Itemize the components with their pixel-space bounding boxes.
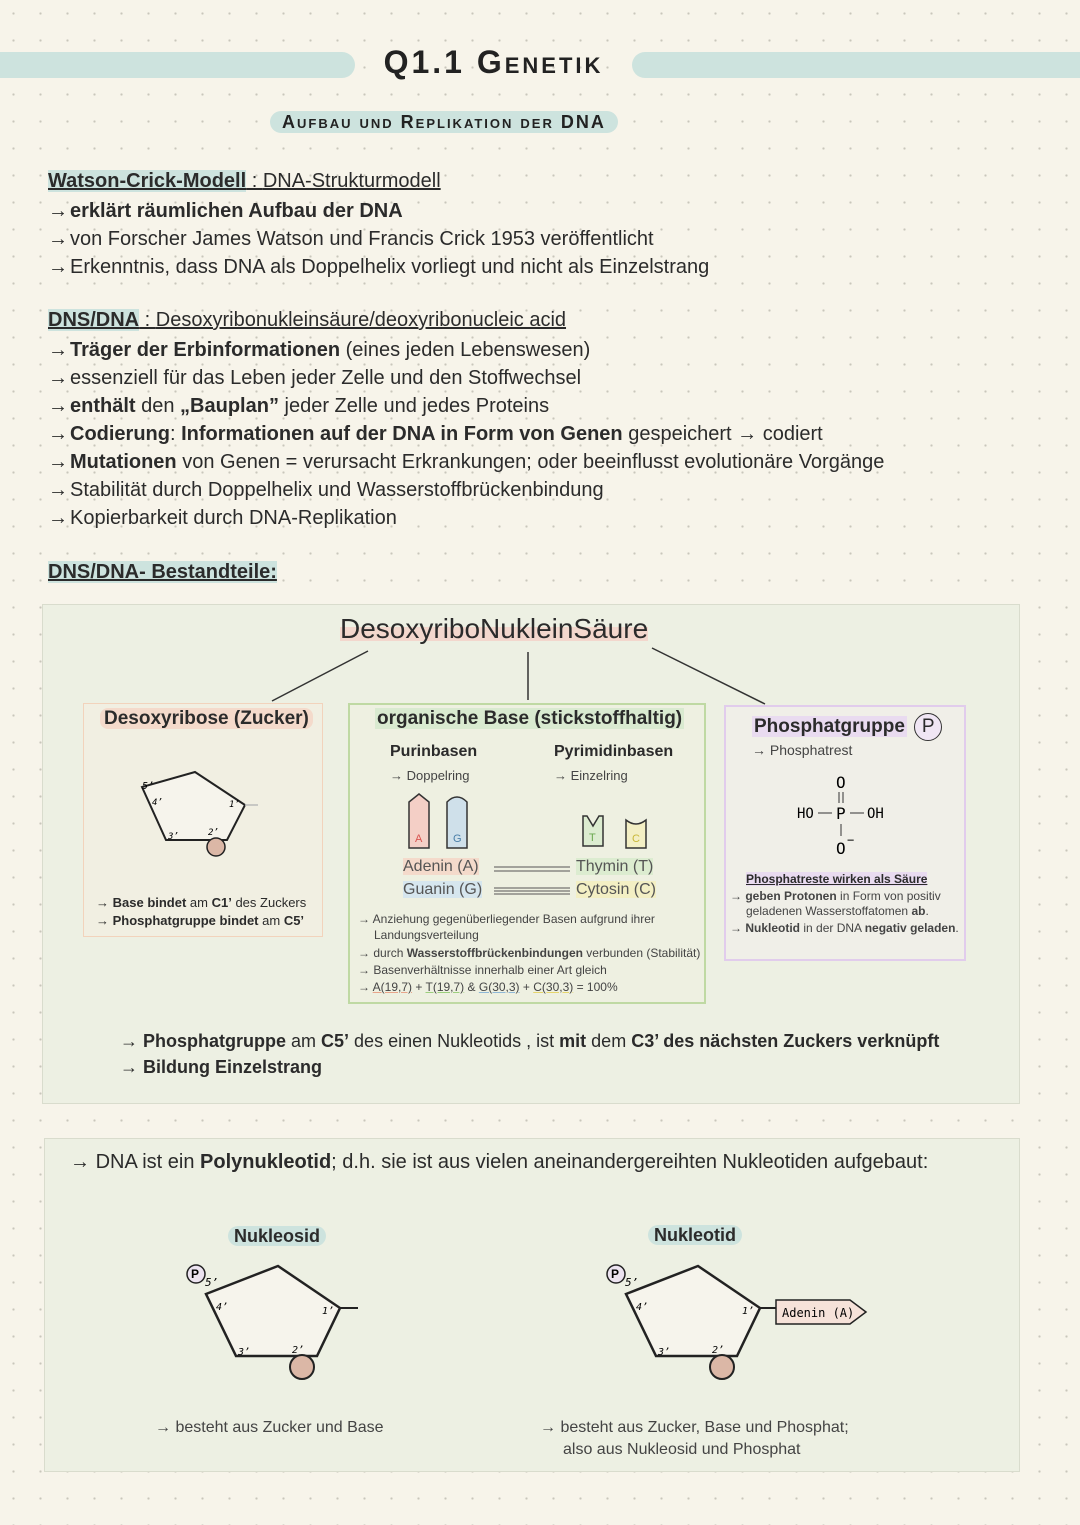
thymin-shape-icon <box>583 816 603 846</box>
poly-intro-r1: DNA ist ein <box>95 1151 201 1173</box>
base-note-3 <box>358 962 607 978</box>
dns-def: Desoxyribonukleinsäure/deoxyribonucleic acid <box>155 309 567 331</box>
label-c4: 4’ <box>152 798 163 808</box>
phosphate-title-text: Phosphatgruppe <box>754 716 905 737</box>
dns-l3-r1: den <box>135 395 181 417</box>
arrow-icon: → <box>358 980 370 994</box>
dns-l4-r1: : <box>170 423 182 445</box>
arrow-icon: → <box>730 921 742 935</box>
sugar-note2-r: am <box>258 913 284 928</box>
link-line-2 <box>120 1057 322 1078</box>
arrow-icon: → <box>48 367 68 389</box>
dns-l5-b: Mutationen <box>70 451 177 473</box>
watson-l3: Erkenntnis, dass DNA als Doppelhelix vorliegt und nicht als Einzelstrang <box>70 256 710 278</box>
nt-c1: 1’ <box>742 1306 755 1317</box>
arrow-icon: → <box>730 889 742 903</box>
oxygen-circle <box>207 838 225 856</box>
base-title-text: organische Base (stickstoffhaltig) <box>377 708 683 729</box>
phos-n1-b: geben Protonen <box>745 889 837 903</box>
formula-o-bottom: O <box>836 839 846 858</box>
sugar-note2-b: Phosphatgruppe bindet <box>112 913 259 928</box>
nukleotid-desc-2: also aus Nukleosid und Phosphat <box>563 1441 801 1458</box>
letter-a: A <box>415 833 423 845</box>
arrow-icon: → <box>48 479 68 501</box>
link2-text: Bildung Einzelstrang <box>143 1057 323 1077</box>
arrow-icon: → <box>96 913 109 928</box>
pyrimidin-heading: Pyrimidinbasen <box>554 743 674 760</box>
arrow-icon: → <box>390 768 403 783</box>
purin-sub <box>390 767 470 784</box>
nukleosid-label <box>228 1226 326 1247</box>
phosphate-note-1b: geladenen Wasserstoffatomen ab. <box>746 904 929 918</box>
cytosin-label <box>576 881 656 899</box>
nukleotid-desc1-text: besteht aus Zucker, Base und Phosphat; <box>560 1419 849 1436</box>
cytosin-label-text: Cytosin (C) <box>576 881 657 898</box>
line-to-sugar <box>272 651 368 701</box>
base-note1-text: Anziehung gegenüberliegender Basen aufgrund ihrer <box>372 912 655 926</box>
sugar-note-2 <box>96 912 304 929</box>
arrow-icon: → <box>48 228 68 250</box>
formula-o-top: O <box>836 773 846 792</box>
ns-c2: 2’ <box>292 1345 305 1356</box>
plus-sign: + <box>412 980 426 994</box>
sugar-note1-b2: C1’ <box>211 895 232 910</box>
phosphate-p-icon: P <box>914 713 942 741</box>
nukleosid-desc <box>155 1419 384 1437</box>
nt-c3: 3’ <box>658 1347 671 1358</box>
arrow-icon: → <box>155 1419 171 1436</box>
dns-l3-b2: „Bauplan” <box>180 395 279 417</box>
sugar-ring-icon <box>130 765 260 865</box>
nt-c5: 5’ <box>625 1276 639 1289</box>
guanin-label-text: Guanin (G) <box>403 881 483 898</box>
formula-p: P <box>836 804 846 823</box>
thymin-label-text: Thymin (T) <box>576 858 654 875</box>
ns-c4: 4’ <box>216 1302 229 1313</box>
phosphate-note-2 <box>730 920 959 936</box>
ratio-g: G(30,3) <box>478 980 520 994</box>
phosphate-sub-text: Phosphatrest <box>769 742 853 758</box>
nukleotid-oxygen <box>710 1355 734 1379</box>
arrow-icon: → <box>48 423 68 445</box>
guanin-label <box>403 881 482 899</box>
link-line-1 <box>120 1031 939 1052</box>
adenin-label <box>403 858 479 876</box>
dns-l7: Kopierbarkeit durch DNA-Replikation <box>70 507 397 529</box>
ratio-t: T(19,7) <box>425 980 465 994</box>
phos-n2-r: in der DNA <box>800 921 865 935</box>
bestandteile-heading-text: DNS/DNA- Bestandteile: <box>48 561 277 583</box>
letter-t: T <box>589 832 596 844</box>
dns-l4-b2: Informationen auf der DNA in Form von Genen <box>181 423 623 445</box>
poly-intro <box>70 1151 928 1174</box>
line-to-phosphate <box>652 648 765 704</box>
nukleotid-desc-1 <box>540 1419 849 1437</box>
ns-c5: 5’ <box>205 1276 219 1289</box>
arrow-icon: → <box>540 1419 556 1436</box>
phos-n2-b: Nukleotid <box>745 921 801 935</box>
ratio-c: C(30,3) <box>533 980 574 994</box>
dns-l4-b1: Codierung <box>70 423 170 445</box>
link1-b3: mit <box>559 1031 587 1051</box>
nukleosid-desc-text: besteht aus Zucker und Base <box>175 1419 384 1436</box>
page-title: Q1.1 Genetik <box>383 44 604 80</box>
arrow-icon: → <box>358 946 370 960</box>
pyrimidin-sub <box>554 767 628 784</box>
watson-l2: von Forscher James Watson und Francis Crick 1953 veröffentlicht <box>70 228 654 250</box>
phos-n1b: geladenen Wasserstoffatomen <box>746 904 912 918</box>
phosphate-formula <box>790 770 900 860</box>
nt-c2: 2’ <box>712 1345 725 1356</box>
link1-r3: dem <box>586 1031 632 1051</box>
base-title <box>375 708 684 730</box>
arrow-icon: → <box>70 1151 90 1173</box>
base-note-2 <box>358 945 700 961</box>
arrow-icon: → <box>554 768 567 783</box>
dns-l3-b1: enthält <box>70 395 136 417</box>
phosphate-title <box>752 713 942 741</box>
adenin-tag-text: Adenin (A) <box>782 1306 855 1320</box>
formula-oh: OH <box>867 806 884 822</box>
poly-intro-r2: ; d.h. sie ist aus vielen aneinandergereihten Nukleotiden aufgebaut: <box>331 1151 929 1173</box>
link1-r2: des einen Nukleotids , ist <box>349 1031 560 1051</box>
dns-l1-rest: (eines jeden Lebenswesen) <box>340 339 591 361</box>
dns-l3-r2: jeder Zelle und jedes Proteins <box>278 395 550 417</box>
base-shapes <box>400 790 660 852</box>
base-note-1 <box>358 911 655 927</box>
link1-r1: am <box>286 1031 322 1051</box>
watson-term: Watson-Crick-Modell <box>48 170 247 192</box>
acid-heading <box>746 871 927 887</box>
dns-l2: essenziell für das Leben jeder Zelle und den Stoffwechsel <box>70 367 582 389</box>
arrow-icon: → <box>48 339 68 361</box>
ns-c3: 3’ <box>238 1347 251 1358</box>
arrow-icon: → <box>48 507 68 529</box>
base-pair-bonds <box>492 864 572 896</box>
nukleotid-diagram <box>600 1256 875 1386</box>
adenin-label-text: Adenin (A) <box>403 858 479 875</box>
arrow-icon: → <box>48 451 68 473</box>
nukleosid-diagram <box>180 1256 370 1386</box>
diagram-title-text: DesoxyriboNukleinSäure <box>340 613 649 644</box>
base-note2-r1: durch <box>373 946 407 960</box>
letter-g: G <box>453 833 462 845</box>
sugar-title-text: Desoxyribose (Zucker) <box>100 708 313 729</box>
phos-n1-r: in Form von positiv <box>836 889 941 903</box>
nukleosid-label-text: Nukleosid <box>228 1226 326 1246</box>
arrow-icon: → <box>752 742 766 758</box>
formula-minus: − <box>847 833 855 847</box>
nukleotid-label-text: Nukleotid <box>648 1225 742 1245</box>
nt-c4: 4’ <box>636 1302 649 1313</box>
phos-n2-end: . <box>955 921 959 935</box>
sugar-note1-r: am <box>186 895 212 910</box>
sugar-note2-b2: C5’ <box>283 913 305 928</box>
arrow-icon: → <box>358 963 370 977</box>
label-c1: 1’ <box>229 800 240 810</box>
label-c2: 2’ <box>208 828 219 838</box>
nukleotid-p-text: P <box>611 1267 620 1281</box>
arrow-icon: → <box>96 895 109 910</box>
dns-l5-r: von Genen = verursacht Erkrankungen; oder beeinflusst evolutionäre Vorgänge <box>176 451 885 473</box>
acid-heading-text: Phosphatreste wirken als Säure <box>746 872 928 886</box>
sugar-title <box>100 708 313 730</box>
arrow-icon: → <box>48 200 68 222</box>
poly-intro-b: Polynukleotid <box>200 1151 332 1173</box>
letter-c: C <box>632 833 640 845</box>
base-note-4 <box>358 979 618 995</box>
amp-sign: & <box>464 980 479 994</box>
page-subtitle: Aufbau und Replikation der DNA <box>270 111 618 133</box>
ratio-a: A(19,7) <box>372 980 413 994</box>
guanin-shape-icon <box>447 797 467 848</box>
sugar-note1-r2: des Zuckers <box>231 895 307 910</box>
arrow-icon: → <box>48 395 68 417</box>
base-note2-b: Wasserstoffbrückenbindungen <box>406 946 583 960</box>
nukleosid-oxygen <box>290 1355 314 1379</box>
phosphate-note-1 <box>730 888 941 904</box>
diagram-connector-lines <box>0 0 1080 760</box>
dns-sep: : <box>139 309 156 331</box>
arrow-icon: → <box>120 1031 138 1051</box>
nukleotid-label <box>648 1225 742 1246</box>
dns-l6: Stabilität durch Doppelhelix und Wasserstoffbrückenbindung <box>70 479 604 501</box>
base-note2-r2: verbunden (Stabilität) <box>582 946 701 960</box>
base-note-1b: Landungsverteilung <box>374 928 479 942</box>
watson-def: DNA-Strukturmodell <box>262 170 441 192</box>
link1-b2: C5’ <box>321 1031 350 1051</box>
dns-l4-r2: gespeichert → codiert <box>622 423 823 445</box>
link1-b1: Phosphatgruppe <box>143 1031 287 1051</box>
phosphate-sub <box>752 742 852 759</box>
arrow-icon: → <box>120 1057 138 1077</box>
phos-n2-b2: negativ geladen <box>864 921 956 935</box>
cytosin-shape-icon <box>626 820 646 848</box>
ns-c1: 1’ <box>322 1306 335 1317</box>
label-c5: 5’ <box>142 781 155 792</box>
label-c3: 3’ <box>168 832 179 842</box>
ratio-total: = 100% <box>573 980 618 994</box>
phos-n1b-b: ab <box>911 904 926 918</box>
arrow-icon: → <box>358 912 370 926</box>
purin-sub-text: Doppelring <box>406 768 470 783</box>
plus-sign: + <box>519 980 534 994</box>
link1-b4: C3’ des nächsten Zuckers verknüpft <box>631 1031 940 1051</box>
watson-l1: erklärt räumlichen Aufbau der DNA <box>70 200 403 222</box>
arrow-icon: → <box>48 256 68 278</box>
sugar-note1-b1: Base bindet <box>112 895 187 910</box>
nukleosid-p-text: P <box>191 1267 200 1281</box>
dns-l1-bold: Träger der Erbinformationen <box>70 339 341 361</box>
sugar-note-1 <box>96 894 306 911</box>
adenin-shape-icon <box>409 794 429 848</box>
dns-term: DNS/DNA <box>48 309 140 331</box>
thymin-label <box>576 858 653 876</box>
watson-sep: : <box>246 170 263 192</box>
purin-heading: Purinbasen <box>390 743 478 760</box>
pyrimidin-sub-text: Einzelring <box>570 768 628 783</box>
formula-ho: HO <box>797 806 814 822</box>
base-note3-text: Basenverhältnisse innerhalb einer Art gleich <box>373 963 607 977</box>
